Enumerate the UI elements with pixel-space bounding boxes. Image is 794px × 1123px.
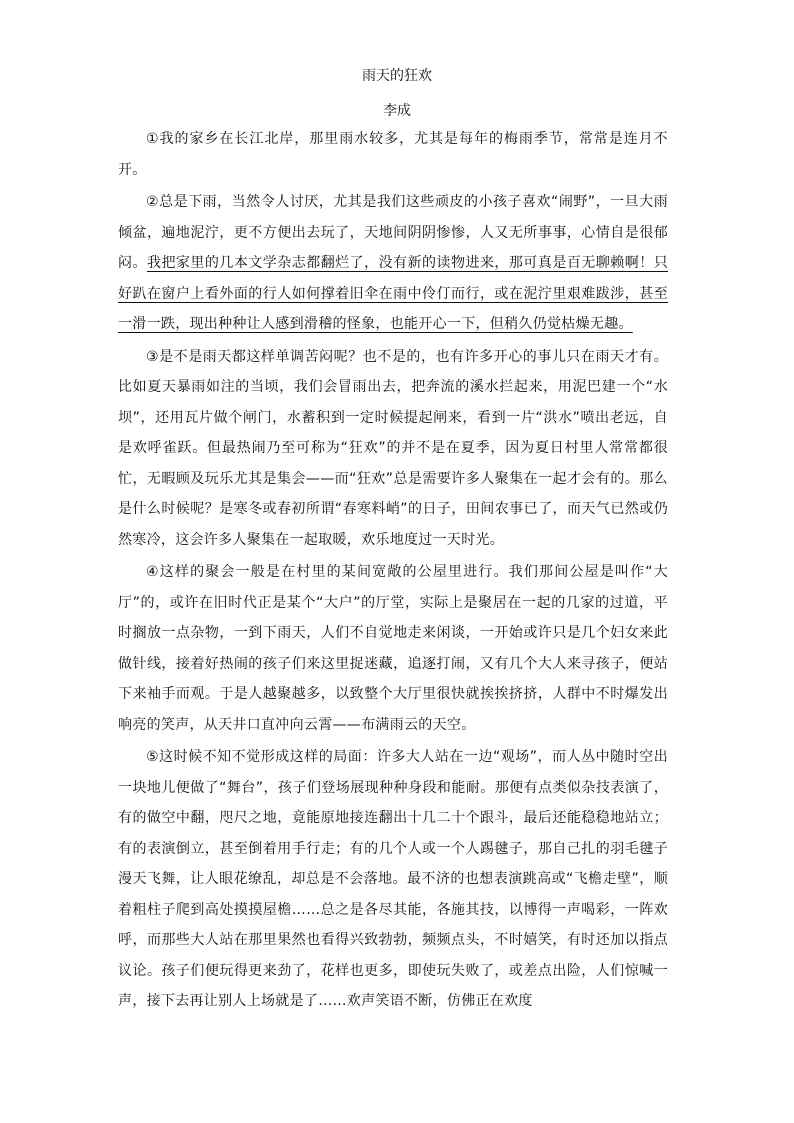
paragraph-4: ④这样的聚会一般是在村里的某间宽敞的公屋里进行。我们那间公屋是叫作“大厅”的，或许在旧时代正是某个“大户”的厅堂，实际上是聚居在一起的几家的过道，平时搁放一点杂物，一到下雨天，人们不自觉地走来闲谈，一开始或许只是几个妇女来此做针线，接着好热闹的孩子们来这里捉迷藏，追逐打闹，又有几个大人来寻孩子，便站下来袖手而观。于是人越聚越多，以致整个大厅里很快就挨挨挤挤，人群中不时爆发出响亮的笑声，从天井口直冲向云霄——布满雨云的天空。 — [118, 564, 668, 733]
paragraph-5: ⑤这时候不知不觉形成这样的局面：许多大人站在一边“观场”，而人丛中随时空出一块地儿便做了“舞台”，孩子们登场展现种种身段和能耐。那便有点类似杂技表演了，有的做空中翻，咫尺之地，竟能原地接连翻出十几二十个跟斗，最后还能稳稳地站立；有的表演倒立，甚至倒着用手行走；有的几个人或一个人踢毽子，那自己扎的羽毛毽子漫天飞舞，让人眼花缭乱，却总是不会落地。最不济的也想表演跳高或“飞檐走壁”，顺着粗柱子爬到高处摸摸屋檐……总之是各尽其能，各施其技，以博得一声喝彩，一阵欢呼，而那些大人站在那里果然也看得兴致勃勃，频频点头，不时嬉笑，有时还加以指点议论。孩子们便玩得更来劲了，花样也更多，即使玩失败了，或差点出险，人们惊喊一声，接下去再让别人上场就是了……欢声笑语不断，仿佛正在欢度 — [118, 749, 668, 1009]
paragraph-2-plain-text: ②总是下雨，当然令人讨厌，尤其是我们这些顽皮的小孩子喜欢“闹野”，一旦大雨倾盆，遍地泥泞，更不方便出去玩了，天地间阴阴惨惨，人又无所事事，心情自是很郁闷。 — [118, 194, 668, 271]
paragraph-2-underlined-text: 我把家里的几本文学杂志都翻烂了，没有新的读物进来，那可真是百无聊赖啊！只好趴在窗户上看外面的行人如何撑着旧伞在雨中伶仃而行，或在泥泞里艰难跋涉，甚至一滑一跌，现出种种让人感到滑稽的怪象，也能开心一下，但稍久仍觉枯燥无趣。 — [118, 255, 668, 332]
paragraph-2 — [118, 187, 668, 340]
article-author: 李成 — [383, 103, 411, 119]
paragraph-1: ①我的家乡在长江北岸，那里雨水较多，尤其是每年的梅雨季节，常常是连月不开。 — [118, 131, 668, 178]
paragraph-3: ③是不是雨天都这样单调苦闷呢？也不是的，也有许多开心的事儿只在雨天才有。比如夏天暴雨如注的当顷，我们会冒雨出去，把奔流的溪水拦起来，用泥巴建一个“水坝”，还用瓦片做个闸门，水蓄积到一定时候提起闸来，看到一片“洪水”喷出老远，自是欢呼雀跃。但最热闹乃至可称为“狂欢”的并不是在夏季，因为夏日村里人常常都很忙，无暇顾及玩乐尤其是集会——而“狂欢”总是需要许多人聚集在一起才会有的。那么是什么时候呢？是寒冬或春初所谓“春寒料峭”的日子，田间农事已了，而天气已然或仍然寒冷，这会许多人聚集在一起取暖，欢乐地度过一天时光。 — [118, 348, 668, 548]
article-title: 雨天的狂欢 — [362, 68, 432, 84]
article-body — [118, 124, 668, 1019]
